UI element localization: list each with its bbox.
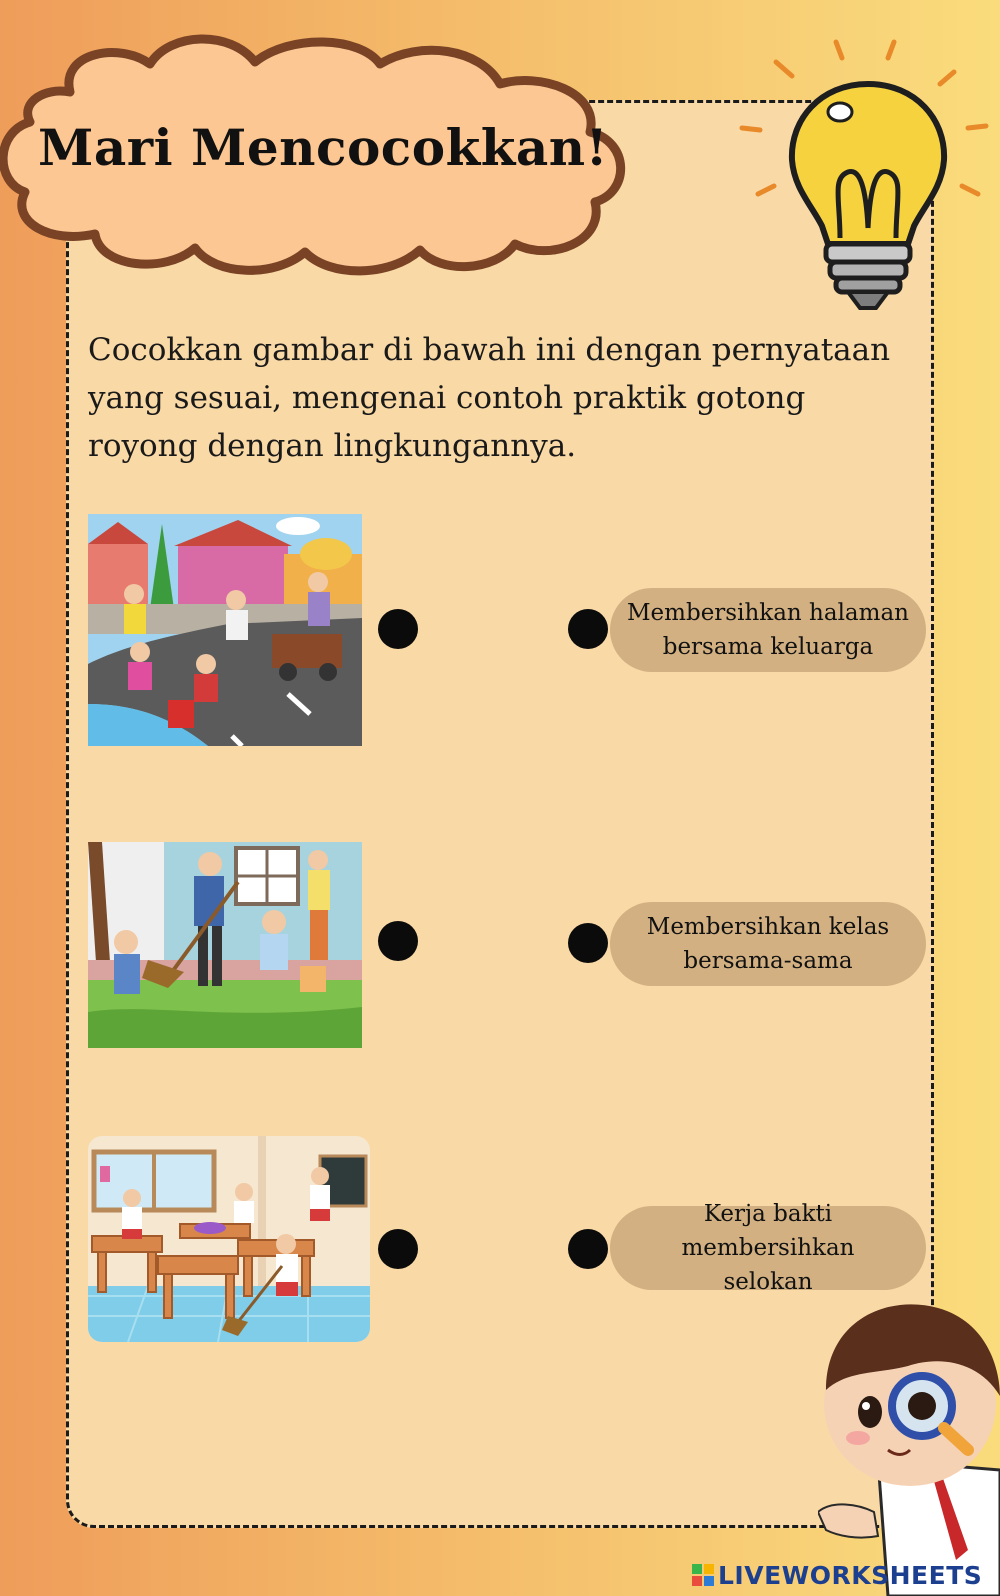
option-1[interactable] xyxy=(610,588,926,672)
option-2-connector[interactable] xyxy=(568,923,608,963)
lightbulb-icon xyxy=(736,28,1000,318)
option-3-connector[interactable] xyxy=(568,1229,608,1269)
image-cleaning-classroom xyxy=(88,1136,370,1342)
option-2[interactable] xyxy=(610,902,926,986)
page-title: Mari Mencocokkan! xyxy=(38,118,609,177)
image-cleaning-gutter xyxy=(88,514,362,746)
image-2-connector[interactable] xyxy=(378,921,418,961)
option-1-connector[interactable] xyxy=(568,609,608,649)
brand-text: LIVEWORKSHEETS xyxy=(718,1560,983,1590)
image-cleaning-yard xyxy=(88,842,362,1048)
image-3-connector[interactable] xyxy=(378,1229,418,1269)
option-3-label: Kerja bakti membersihkan selokan xyxy=(681,1201,855,1295)
liveworksheets-logo xyxy=(692,1560,982,1590)
kid-magnifier-illustration xyxy=(818,1300,1000,1596)
image-1-connector[interactable] xyxy=(378,609,418,649)
liveworksheets-icon xyxy=(692,1564,714,1586)
option-3[interactable] xyxy=(610,1201,926,1295)
option-1-label: Membersihkan halaman bersama keluarga xyxy=(627,600,909,660)
instruction-text: Cocokkan gambar di bawah ini dengan pernyataan yang sesuai, mengenai contoh praktik gotong royong dengan lingkungannya. xyxy=(88,332,891,464)
option-2-label: Membersihkan kelas bersama-sama xyxy=(646,914,890,974)
